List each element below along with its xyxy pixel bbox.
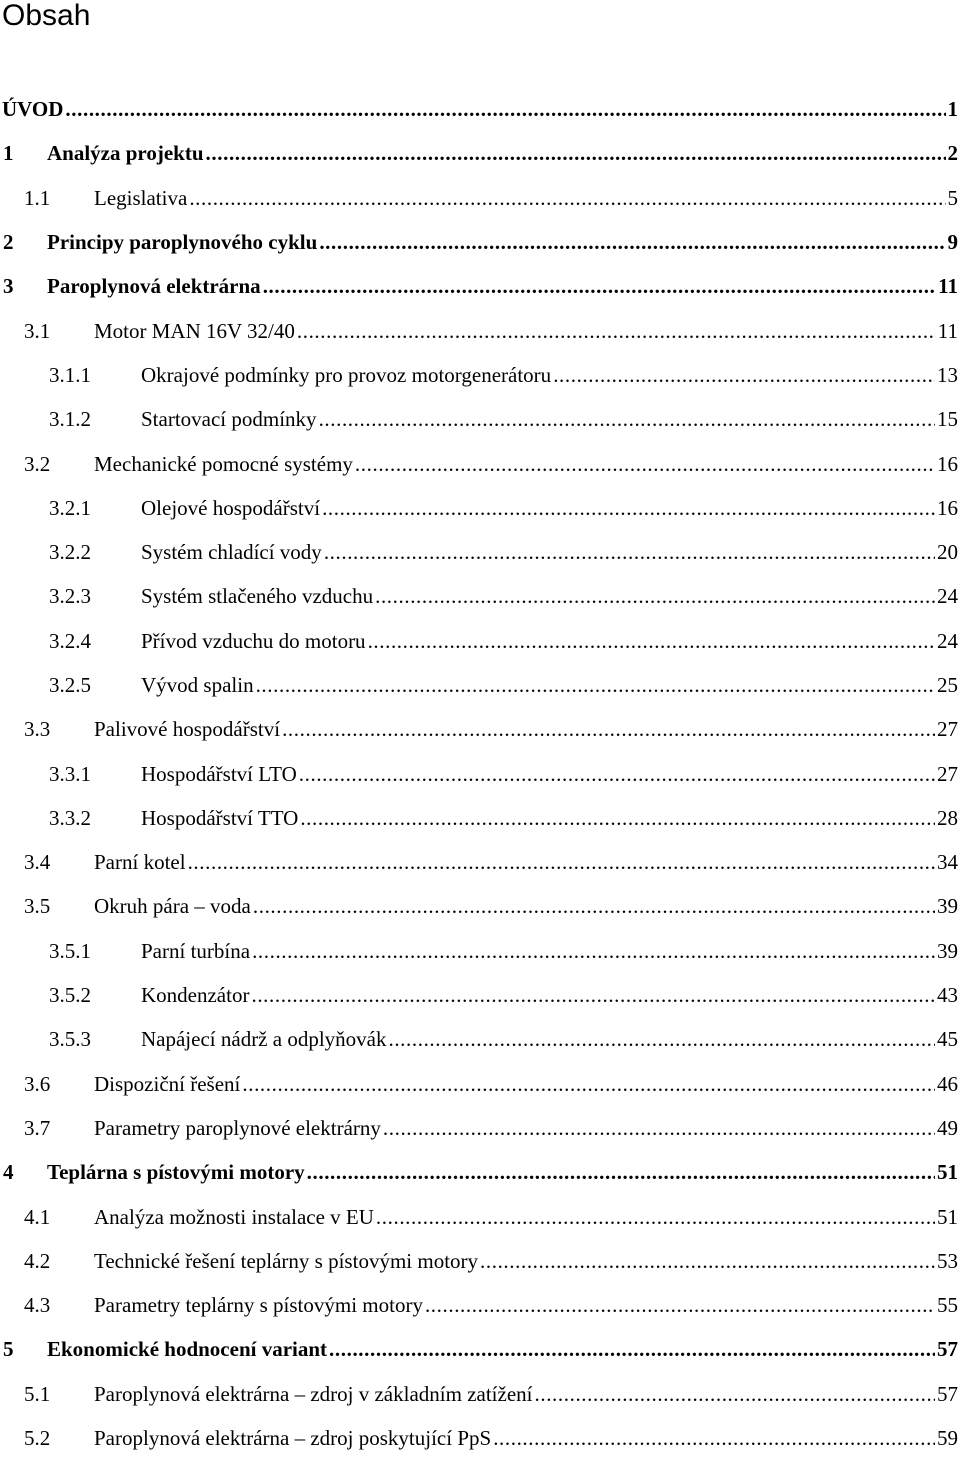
toc-entry-title: Mechanické pomocné systémy [94,452,355,476]
toc-entry-page-number: 24 [935,584,960,608]
toc-entry-number: 1.1 [24,186,94,210]
toc-entry-page-number: 46 [935,1072,960,1096]
toc-entry-number: 3.2.4 [49,629,141,653]
toc-entry[interactable] [0,751,960,795]
toc-entry-page-number: 59 [935,1426,960,1450]
toc-entry[interactable] [0,264,960,308]
toc-entry-number: 5.1 [24,1382,94,1406]
toc-entry[interactable] [0,1239,960,1283]
toc-dot-leader [493,1426,935,1450]
toc-entry-page-number: 15 [935,407,960,431]
table-of-contents [0,87,960,1460]
toc-entry-page-number: 16 [935,496,960,520]
toc-dot-leader [375,584,935,608]
toc-entry-page-number: 39 [935,894,960,918]
toc-dot-leader [322,496,935,520]
toc-entry[interactable] [0,796,960,840]
toc-entry-title: Parní kotel [94,850,188,874]
toc-dot-leader [329,1337,935,1361]
toc-dot-leader [425,1293,935,1317]
toc-entry[interactable] [0,929,960,973]
toc-dot-leader [376,1205,935,1229]
toc-entry-page-number: 43 [935,983,960,1007]
toc-entry-number: 3.2.1 [49,496,141,520]
toc-dot-leader [252,939,935,963]
toc-entry-page-number: 45 [935,1027,960,1051]
toc-entry[interactable] [0,530,960,574]
toc-entry[interactable] [0,1372,960,1416]
toc-entry-title: Teplárna s pístovými motory [47,1160,307,1184]
toc-entry-title: Palivové hospodářství [94,717,282,741]
toc-dot-leader [206,141,946,165]
toc-entry-page-number: 11 [936,319,960,343]
toc-dot-leader [355,452,935,476]
toc-entry[interactable] [0,1150,960,1194]
toc-dot-leader [251,983,935,1007]
toc-entry-title: Startovací podmínky [141,407,319,431]
toc-dot-leader [535,1382,936,1406]
toc-dot-leader [242,1072,935,1096]
toc-entry-number: 5.2 [24,1426,94,1450]
toc-entry[interactable] [0,574,960,618]
toc-dot-leader [65,97,945,121]
toc-entry[interactable] [0,619,960,663]
toc-entry-page-number: 5 [946,186,960,210]
toc-entry-number: 4.1 [24,1205,94,1229]
toc-entry-title: Kondenzátor [141,983,251,1007]
toc-entry[interactable] [0,220,960,264]
toc-entry-page-number: 25 [935,673,960,697]
toc-entry-title: Legislativa [94,186,189,210]
toc-entry-page-number: 28 [935,806,960,830]
toc-entry[interactable] [0,308,960,352]
toc-entry-number: 3.5.3 [49,1027,141,1051]
toc-entry-title: Okrajové podmínky pro provoz motorgenerátoru [141,363,553,387]
toc-dot-leader [324,540,935,564]
toc-entry-page-number: 34 [935,850,960,874]
toc-entry-title: Principy paroplynového cyklu [47,230,319,254]
toc-entry-page-number: 24 [935,629,960,653]
toc-entry-title: Paroplynová elektrárna – zdroj poskytující PpS [94,1426,493,1450]
toc-entry-title: Systém chladící vody [141,540,324,564]
toc-entry-page-number: 55 [935,1293,960,1317]
toc-entry-number: 5 [3,1337,47,1361]
toc-dot-leader [282,717,935,741]
toc-entry-number: 3.3.1 [49,762,141,786]
toc-entry-title: Napájecí nádrž a odplyňovák [141,1027,388,1051]
toc-entry-page-number: 39 [935,939,960,963]
toc-entry-title: Hospodářství LTO [141,762,299,786]
toc-entry-title: Hospodářství TTO [141,806,300,830]
toc-entry-title: Paroplynová elektrárna – zdroj v základním zatížení [94,1382,535,1406]
toc-entry[interactable] [0,663,960,707]
toc-entry-title: Systém stlačeného vzduchu [141,584,375,608]
toc-entry-title: Technické řešení teplárny s pístovými motory [94,1249,480,1273]
toc-entry-page-number: 53 [935,1249,960,1273]
toc-entry-number: 3.4 [24,850,94,874]
toc-entry[interactable] [0,353,960,397]
toc-entry-title: Parametry teplárny s pístovými motory [94,1293,425,1317]
toc-entry-page-number: 20 [935,540,960,564]
toc-dot-leader [553,363,935,387]
toc-entry-number: 2 [3,230,47,254]
toc-entry-number: 4.3 [24,1293,94,1317]
toc-entry-page-number: 27 [935,717,960,741]
toc-dot-leader [189,186,945,210]
page-title: Obsah [2,0,90,36]
toc-entry-page-number: 57 [935,1382,960,1406]
toc-entry-title: Paroplynová elektrárna [47,274,263,298]
toc-entry[interactable] [0,1017,960,1061]
toc-dot-leader [388,1027,935,1051]
toc-entry-title: Ekonomické hodnocení variant [47,1337,329,1361]
toc-entry-title: Analýza projektu [47,141,206,165]
toc-entry-page-number: 51 [935,1160,960,1184]
toc-dot-leader [263,274,936,298]
toc-entry[interactable] [0,1106,960,1150]
toc-dot-leader [368,629,935,653]
toc-entry-title: Olejové hospodářství [141,496,322,520]
toc-dot-leader [297,319,936,343]
toc-entry-title: Dispoziční řešení [94,1072,242,1096]
toc-entry-page-number: 9 [946,230,960,254]
toc-dot-leader [319,407,935,431]
toc-dot-leader [319,230,945,254]
toc-dot-leader [300,806,935,830]
toc-entry-number: 3.2.3 [49,584,141,608]
toc-entry-number: 3.5.2 [49,983,141,1007]
toc-entry-number: 3.2 [24,452,94,476]
toc-entry-number: 3.5.1 [49,939,141,963]
toc-dot-leader [253,894,935,918]
toc-entry[interactable] [0,1283,960,1327]
toc-entry-page-number: 16 [935,452,960,476]
toc-entry[interactable] [0,1062,960,1106]
toc-entry[interactable] [0,131,960,175]
toc-entry-number: 4 [3,1160,47,1184]
toc-entry-number: 3 [3,274,47,298]
toc-entry-title: Parametry paroplynové elektrárny [94,1116,383,1140]
toc-entry[interactable] [0,973,960,1017]
toc-entry-title: Analýza možnosti instalace v EU [94,1205,376,1229]
toc-entry-number: 3.3 [24,717,94,741]
toc-entry[interactable] [0,441,960,485]
toc-entry[interactable] [0,176,960,220]
toc-entry-page-number: 57 [935,1337,960,1361]
toc-entry-page-number: 1 [946,97,960,121]
toc-entry-title: Parní turbína [141,939,252,963]
toc-entry[interactable] [0,840,960,884]
toc-entry[interactable] [0,707,960,751]
toc-entry-number: 3.3.2 [49,806,141,830]
toc-entry-number: 3.1.1 [49,363,141,387]
toc-entry-number: 3.1 [24,319,94,343]
toc-entry-title: Vývod spalin [141,673,256,697]
toc-entry[interactable] [0,1327,960,1371]
toc-entry[interactable] [0,397,960,441]
toc-entry-page-number: 2 [946,141,960,165]
toc-dot-leader [383,1116,935,1140]
toc-entry-page-number: 27 [935,762,960,786]
toc-dot-leader [188,850,935,874]
toc-entry[interactable] [0,486,960,530]
toc-entry-number: 3.7 [24,1116,94,1140]
toc-entry-number: 3.1.2 [49,407,141,431]
toc-entry[interactable] [0,87,960,131]
toc-entry-number: 4.2 [24,1249,94,1273]
toc-entry-number: 3.2.5 [49,673,141,697]
toc-entry[interactable] [0,1194,960,1238]
toc-entry-title: Okruh pára – voda [94,894,253,918]
toc-dot-leader [480,1249,935,1273]
toc-entry[interactable] [0,1416,960,1460]
toc-entry-number: 3.5 [24,894,94,918]
toc-entry-number: 3.2.2 [49,540,141,564]
toc-dot-leader [256,673,935,697]
toc-entry-page-number: 49 [935,1116,960,1140]
toc-dot-leader [307,1160,935,1184]
toc-entry-title: Motor MAN 16V 32/40 [94,319,297,343]
toc-entry[interactable] [0,884,960,928]
toc-entry-page-number: 11 [936,274,960,298]
toc-entry-title: Přívod vzduchu do motoru [141,629,368,653]
toc-entry-number: 3.6 [24,1072,94,1096]
toc-entry-title: ÚVOD [2,97,65,121]
toc-entry-number: 1 [3,141,47,165]
toc-dot-leader [299,762,935,786]
toc-entry-page-number: 51 [935,1205,960,1229]
toc-entry-page-number: 13 [935,363,960,387]
